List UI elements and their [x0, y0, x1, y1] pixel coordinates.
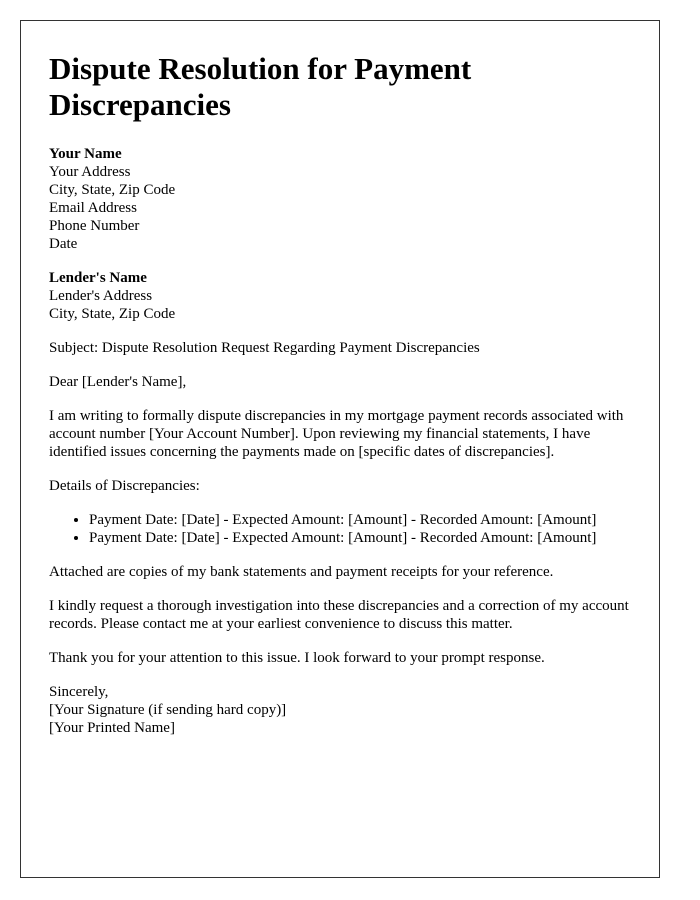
recipient-block	[49, 269, 639, 323]
sender-date: Date	[49, 236, 78, 252]
letter-page	[20, 20, 660, 878]
closing-block	[49, 683, 639, 737]
page-title: Dispute Resolution for Payment Discrepancies	[49, 51, 472, 122]
sender-address: Your Address	[49, 164, 131, 180]
recipient-address: Lender's Address	[49, 288, 153, 304]
sender-city-state-zip: City, State, Zip Code	[49, 182, 176, 198]
sender-block	[49, 145, 639, 253]
recipient-name: Lender's Name	[49, 270, 147, 286]
printed-name-placeholder: [Your Printed Name]	[49, 720, 175, 736]
recipient-city-state-zip: City, State, Zip Code	[49, 306, 176, 322]
sender-email: Email Address	[49, 200, 137, 216]
sender-name: Your Name	[49, 146, 122, 162]
request-paragraph: I kindly request a thorough investigation into these discrepancies and a correction of my account records. Please contact me at your earliest convenience to discuss this matter.	[49, 598, 629, 632]
salutation: Dear [Lender's Name],	[49, 374, 187, 390]
details-heading: Details of Discrepancies:	[49, 478, 200, 494]
list-item: • Payment Date: [Date] - Expected Amount: [Amount] - Recorded Amount: [Amount]	[89, 529, 639, 547]
sign-off: Sincerely,	[49, 684, 109, 700]
thanks-paragraph: Thank you for your attention to this issue. I look forward to your prompt response.	[49, 650, 545, 666]
signature-placeholder: [Your Signature (if sending hard copy)]	[49, 702, 287, 718]
subject-line: Subject: Dispute Resolution Request Regarding Payment Discrepancies	[49, 340, 480, 356]
intro-paragraph: I am writing to formally dispute discrepancies in my mortgage payment records associated with account number [Your Account Number]. Upon reviewing my financial statements, I have identified issues concerning the payments made on [specific dates of discrepancies].	[49, 408, 624, 460]
letter-content	[49, 51, 639, 753]
discrepancy-list	[49, 511, 639, 547]
list-item: • Payment Date: [Date] - Expected Amount: [Amount] - Recorded Amount: [Amount]	[89, 511, 639, 529]
sender-phone: Phone Number	[49, 218, 140, 234]
attachments-paragraph: Attached are copies of my bank statements and payment receipts for your reference.	[49, 564, 554, 580]
